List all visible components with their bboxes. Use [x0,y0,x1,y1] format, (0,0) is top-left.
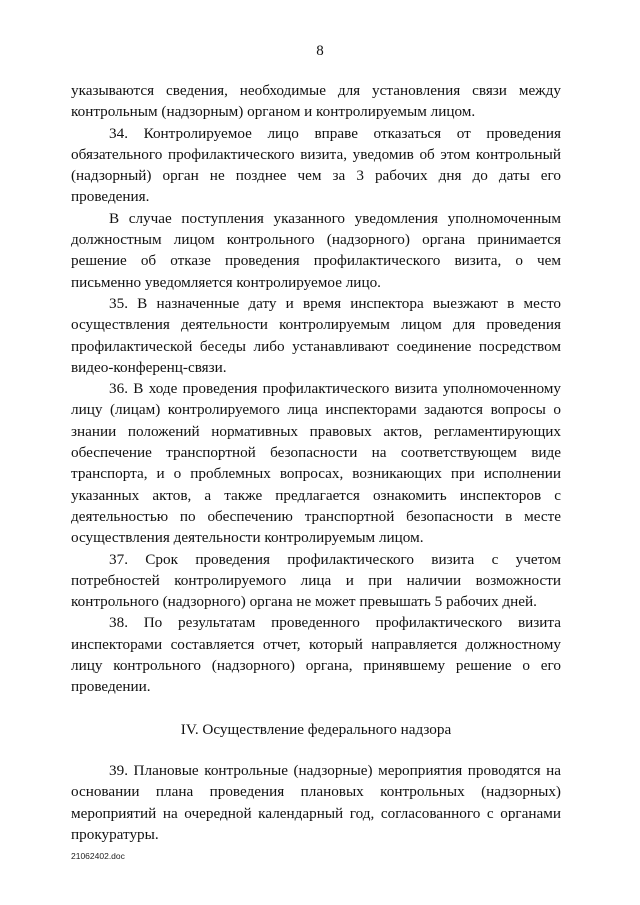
document-body [71,80,561,845]
paragraph-36: 36. В ходе проведения профилактического визита уполномоченному лицу (лицам) контролируемого лица инспекторами задаются вопросы о знании положений нормативных правовых актов, регламентирующих обеспечение транспортной безопасности на соответствующем виде транспорта, и о проблемных вопросах, возникающих при исполнении указанных актов, а также предлагается ознакомить инспекторов с деятельностью по обеспечению транспортной безопасности в месте осуществления деятельности контролируемым лицом. [71,380,561,547]
page-number: 8 [316,43,324,59]
paragraph-37: 37. Срок проведения профилактического визита с учетом потребностей контролируемого лица и при наличии возможности контрольного (надзорного) органа не может превышать 5 рабочих дней. [71,550,561,611]
paragraph-34-notice: В случае поступления указанного уведомления уполномоченным должностным лицом контрольного (надзорного) органа принимается решение об отказе проведения профилактического визита, о чем письменно уведомляется контролируемое лицо. [71,209,561,291]
section-heading: IV. Осуществление федерального надзора [180,720,452,738]
paragraph-35: 35. В назначенные дату и время инспектора выезжают в место осуществления деятельности контролируемым лицом для проведения профилактической беседы либо устанавливают соединение посредством видео-конференц-связи. [71,294,561,376]
paragraph-39: 39. Плановые контрольные (надзорные) мероприятия проводятся на основании плана проведения плановых контрольных (надзорных) мероприятий на очередной календарный год, согласованного с органами прокуратуры. [71,761,561,843]
paragraph-34: 34. Контролируемое лицо вправе отказаться от проведения обязательного профилактического визита, уведомив об этом контрольный (надзорный) орган не позднее чем за 3 рабочих дня до даты его проведения. [71,124,561,206]
paragraph-38: 38. По результатам проведенного профилактического визита инспекторами составляется отчет, который направляется должностному лицу контрольного (надзорного) органа, принявшему решение о его проведении. [71,614,561,696]
paragraph-continued: указываются сведения, необходимые для установления связи между контрольным (надзорным) органом и контролируемым лицом. [71,82,561,121]
footer-filename: 21062402.doc [71,851,125,861]
